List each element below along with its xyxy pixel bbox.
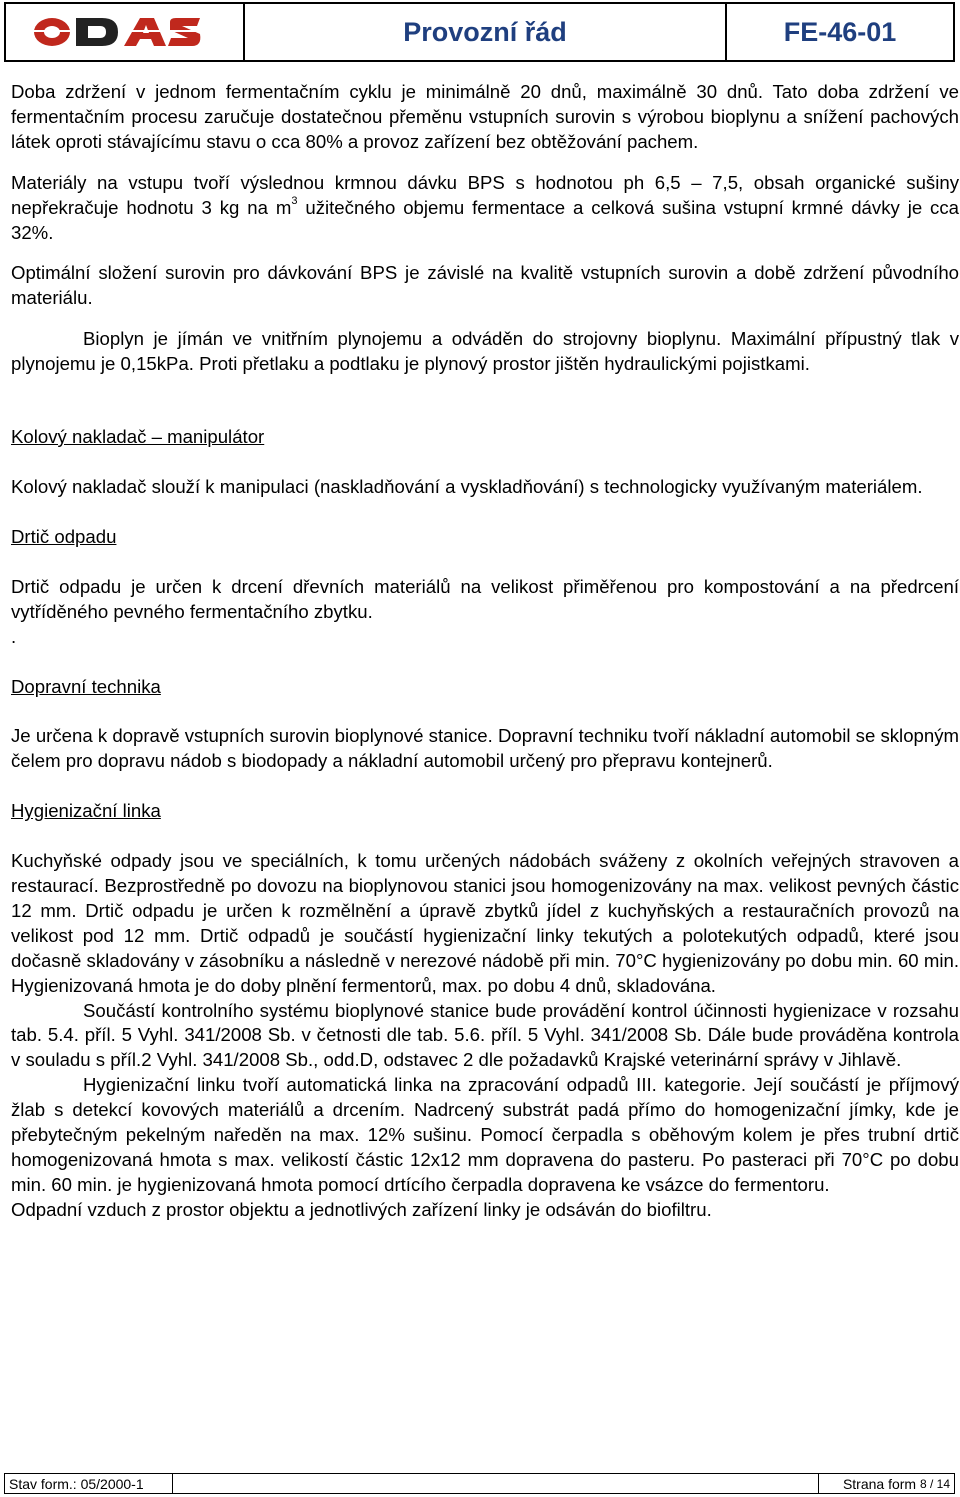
heading-hygienization-line: Hygienizační linka xyxy=(11,800,161,822)
heading-wheel-loader: Kolový nakladač – manipulátor xyxy=(11,426,265,448)
paragraph-control-system: Součástí kontrolního systému bioplynové stanice bude provádění kontrol účinnosti hygienizace v rozsahu tab. 5.4. příl. 5 Vyhl. 341/2008 Sb. v četnosti dle tab. 5.6. příl. 5 Vyhl. 341/2008 Sb. Dále bude prováděna kontrola v souladu s příl.2 Vyhl. 341/2008 Sb., odd.D, odstavec 2 dle požadavků Krajské veterinární správy v Jihlavě. xyxy=(11,999,959,1071)
paragraph-hygienization-process: Hygienizační linku tvoří automatická linka na zpracování odpadů III. kategorie. Její součástí je příjmový žlab s detekcí kovových materiálů a drcením. Nadrcený substrát padá přímo do homogenizační jímky, kde je přebytečným pekelným naředěn na max. 12% sušinu. Pomocí čerpadla s oběhovým kolem je přes trubní drtič homogenizovaná hmota s max. velikostí částic 12x12 mm dopravena do pasteru. Po pasteraci při 70°C po dobu min. 60 min. je hygienizovaná hmota pomocí drtícího čerpadla dopravena ke vsázce do fermentoru. xyxy=(11,1074,959,1195)
paragraph-input-materials-part1: Materiály na vstupu tvoří výslednou krmnou dávku BPS s hodnotou ph 6,5 – 7,5, obsah organické sušiny nepřekračuje hodnotu 3 kg na m xyxy=(11,171,959,218)
document-title: Provozní řád xyxy=(403,16,567,47)
paragraph-input-materials-part2: užitečného objemu fermentace a celková sušina vstupní krmné dávky je cca 32%. xyxy=(11,196,959,243)
paragraph-input-materials xyxy=(11,171,959,246)
footer-page-number xyxy=(819,1474,954,1493)
odas-logo-icon xyxy=(32,12,202,52)
paragraph-waste-shredder: Drtič odpadu je určen k drcení dřevních materiálů na velikost přiměřenou pro kompostování a na předrcení vytříděného pevného fermentačního zbytku. xyxy=(11,575,959,622)
document-code: FE-46-01 xyxy=(783,16,897,47)
document-footer xyxy=(4,1473,955,1494)
paragraph-optimal-composition: Optimální složení surovin pro dávkování BPS je závislé na kvalitě vstupních surovin a době zdržení původního materiálu. xyxy=(11,262,959,309)
document-header xyxy=(4,2,955,62)
stray-dot: . xyxy=(11,625,17,647)
paragraph-kitchen-waste: Kuchyňské odpady jsou ve speciálních, k tomu určených nádobách sváženy z okolních veřejných stravoven a restaurací. Bezprostředně po dovozu na bioplynovou stanici jsou homogenizovány na max. velikost pevných částic 12 mm. Drtič odpadu je určen k rozmělnění a úpravě zbytků jídel z kuchyňských a restauračních provozů na velikost pod 12 mm. Drtič odpadů je součástí hygienizační linky tekutých a polotekutých odpadů, které jsou dočasně skladovány v zásobníku a následně v nerezové nádobě při min. 70°C hygienizovány po dobu min. 60 min. Hygienizovaná hmota je do doby plnění fermentorů, max. po dobu 4 dnů, skladována. xyxy=(11,850,959,996)
paragraph-exhaust-air: Odpadní vzduch z prostor objektu a jednotlivých zařízení linky je odsáván do biofiltru. xyxy=(11,1198,712,1220)
document-body xyxy=(11,80,959,1223)
footer-spacer xyxy=(173,1474,819,1493)
document-title-cell xyxy=(245,4,727,60)
superscript-cubic: 3 xyxy=(291,195,298,208)
document-code-cell xyxy=(727,4,953,60)
heading-waste-shredder: Drtič odpadu xyxy=(11,525,117,547)
paragraph-biogas-storage: Bioplyn je jímán ve vnitřním plynojemu a odváděn do strojovny bioplynu. Maximální přípustný tlak v plynojemu je 0,15kPa. Proti přetlaku a podtlaku je plynový prostor jištěn hydraulickými pojistkami. xyxy=(11,328,959,375)
footer-page-value: 8 / 14 xyxy=(919,1476,950,1491)
footer-form-status: Stav form.: 05/2000-1 xyxy=(5,1474,173,1493)
paragraph-retention-time: Doba zdržení v jednom fermentačním cyklu je minimálně 20 dnů, maximálně 30 dnů. Tato doba zdržení ve fermentačním procesu zaručuje dostatečnou přeměnu vstupních surovin s výrobou bioplynu a snížení pachových látek oproti stávajícímu stavu o cca 80% a provoz zařízení bez obtěžování pachem. xyxy=(11,81,959,152)
paragraph-wheel-loader: Kolový nakladač slouží k manipulaci (naskladňování a vyskladňování) s technologicky využívaným materiálem. xyxy=(11,475,923,497)
company-logo xyxy=(6,4,245,60)
heading-transport: Dopravní technika xyxy=(11,675,161,697)
paragraph-transport: Je určena k dopravě vstupních surovin bioplynové stanice. Dopravní techniku tvoří nákladní automobil se sklopným čelem pro dopravu nádob s biodopady a nákladní automobil určený pro přepravu kontejnerů. xyxy=(11,725,959,772)
footer-page-label: Strana form xyxy=(842,1475,917,1492)
